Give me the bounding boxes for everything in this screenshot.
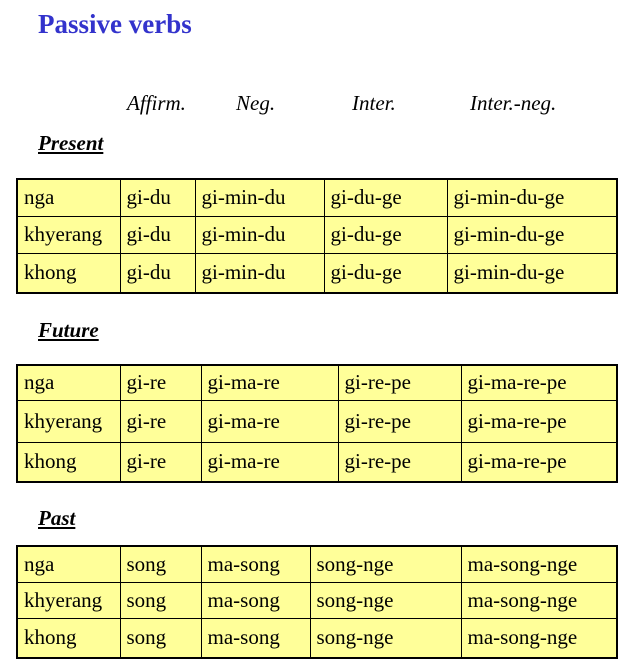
pronoun-cell: nga — [17, 365, 120, 400]
table-row — [17, 546, 617, 582]
past-table — [16, 545, 618, 659]
neg-cell: gi-ma-re — [201, 442, 338, 482]
pronoun-cell: khong — [17, 253, 120, 293]
affirm-cell: gi-du — [120, 216, 195, 253]
table-row — [17, 253, 617, 293]
inter-cell: gi-re-pe — [338, 442, 461, 482]
inter-cell: gi-du-ge — [324, 179, 447, 216]
neg-cell: ma-song — [201, 618, 310, 658]
table-row — [17, 216, 617, 253]
present-table — [16, 178, 618, 294]
pronoun-cell: khyerang — [17, 400, 120, 442]
inter-neg-cell: gi-ma-re-pe — [461, 442, 617, 482]
affirm-cell: gi-du — [120, 253, 195, 293]
column-header-inter-neg: Inter.-neg. — [470, 91, 557, 115]
page-title: Passive verbs — [38, 9, 192, 39]
section-heading-present: Present — [38, 131, 104, 155]
inter-neg-cell: gi-ma-re-pe — [461, 365, 617, 400]
inter-cell: song-nge — [310, 582, 461, 618]
table-row — [17, 618, 617, 658]
future-table — [16, 364, 618, 483]
neg-cell: ma-song — [201, 582, 310, 618]
section-heading-future: Future — [38, 318, 99, 342]
pronoun-cell: khong — [17, 618, 120, 658]
neg-cell: gi-ma-re — [201, 365, 338, 400]
section-heading-past: Past — [38, 506, 76, 530]
table-row — [17, 582, 617, 618]
inter-neg-cell: gi-min-du-ge — [447, 253, 617, 293]
pronoun-cell: khong — [17, 442, 120, 482]
affirm-cell: gi-re — [120, 400, 201, 442]
pronoun-cell: nga — [17, 179, 120, 216]
neg-cell: gi-min-du — [195, 253, 324, 293]
affirm-cell: song — [120, 582, 201, 618]
inter-neg-cell: gi-min-du-ge — [447, 179, 617, 216]
inter-cell: gi-re-pe — [338, 400, 461, 442]
inter-cell: gi-re-pe — [338, 365, 461, 400]
table-row — [17, 442, 617, 482]
table-row — [17, 365, 617, 400]
affirm-cell: gi-re — [120, 442, 201, 482]
inter-neg-cell: ma-song-nge — [461, 618, 617, 658]
inter-cell: gi-du-ge — [324, 216, 447, 253]
inter-cell: song-nge — [310, 546, 461, 582]
inter-cell: gi-du-ge — [324, 253, 447, 293]
table-row — [17, 400, 617, 442]
pronoun-cell: khyerang — [17, 216, 120, 253]
inter-cell: song-nge — [310, 618, 461, 658]
neg-cell: gi-ma-re — [201, 400, 338, 442]
column-header-affirm: Affirm. — [127, 91, 186, 115]
inter-neg-cell: gi-min-du-ge — [447, 216, 617, 253]
affirm-cell: gi-re — [120, 365, 201, 400]
neg-cell: gi-min-du — [195, 216, 324, 253]
neg-cell: gi-min-du — [195, 179, 324, 216]
inter-neg-cell: ma-song-nge — [461, 582, 617, 618]
column-header-inter: Inter. — [352, 91, 396, 115]
column-header-neg: Neg. — [236, 91, 276, 115]
pronoun-cell: khyerang — [17, 582, 120, 618]
table-row — [17, 179, 617, 216]
affirm-cell: gi-du — [120, 179, 195, 216]
inter-neg-cell: ma-song-nge — [461, 546, 617, 582]
pronoun-cell: nga — [17, 546, 120, 582]
inter-neg-cell: gi-ma-re-pe — [461, 400, 617, 442]
affirm-cell: song — [120, 546, 201, 582]
neg-cell: ma-song — [201, 546, 310, 582]
affirm-cell: song — [120, 618, 201, 658]
